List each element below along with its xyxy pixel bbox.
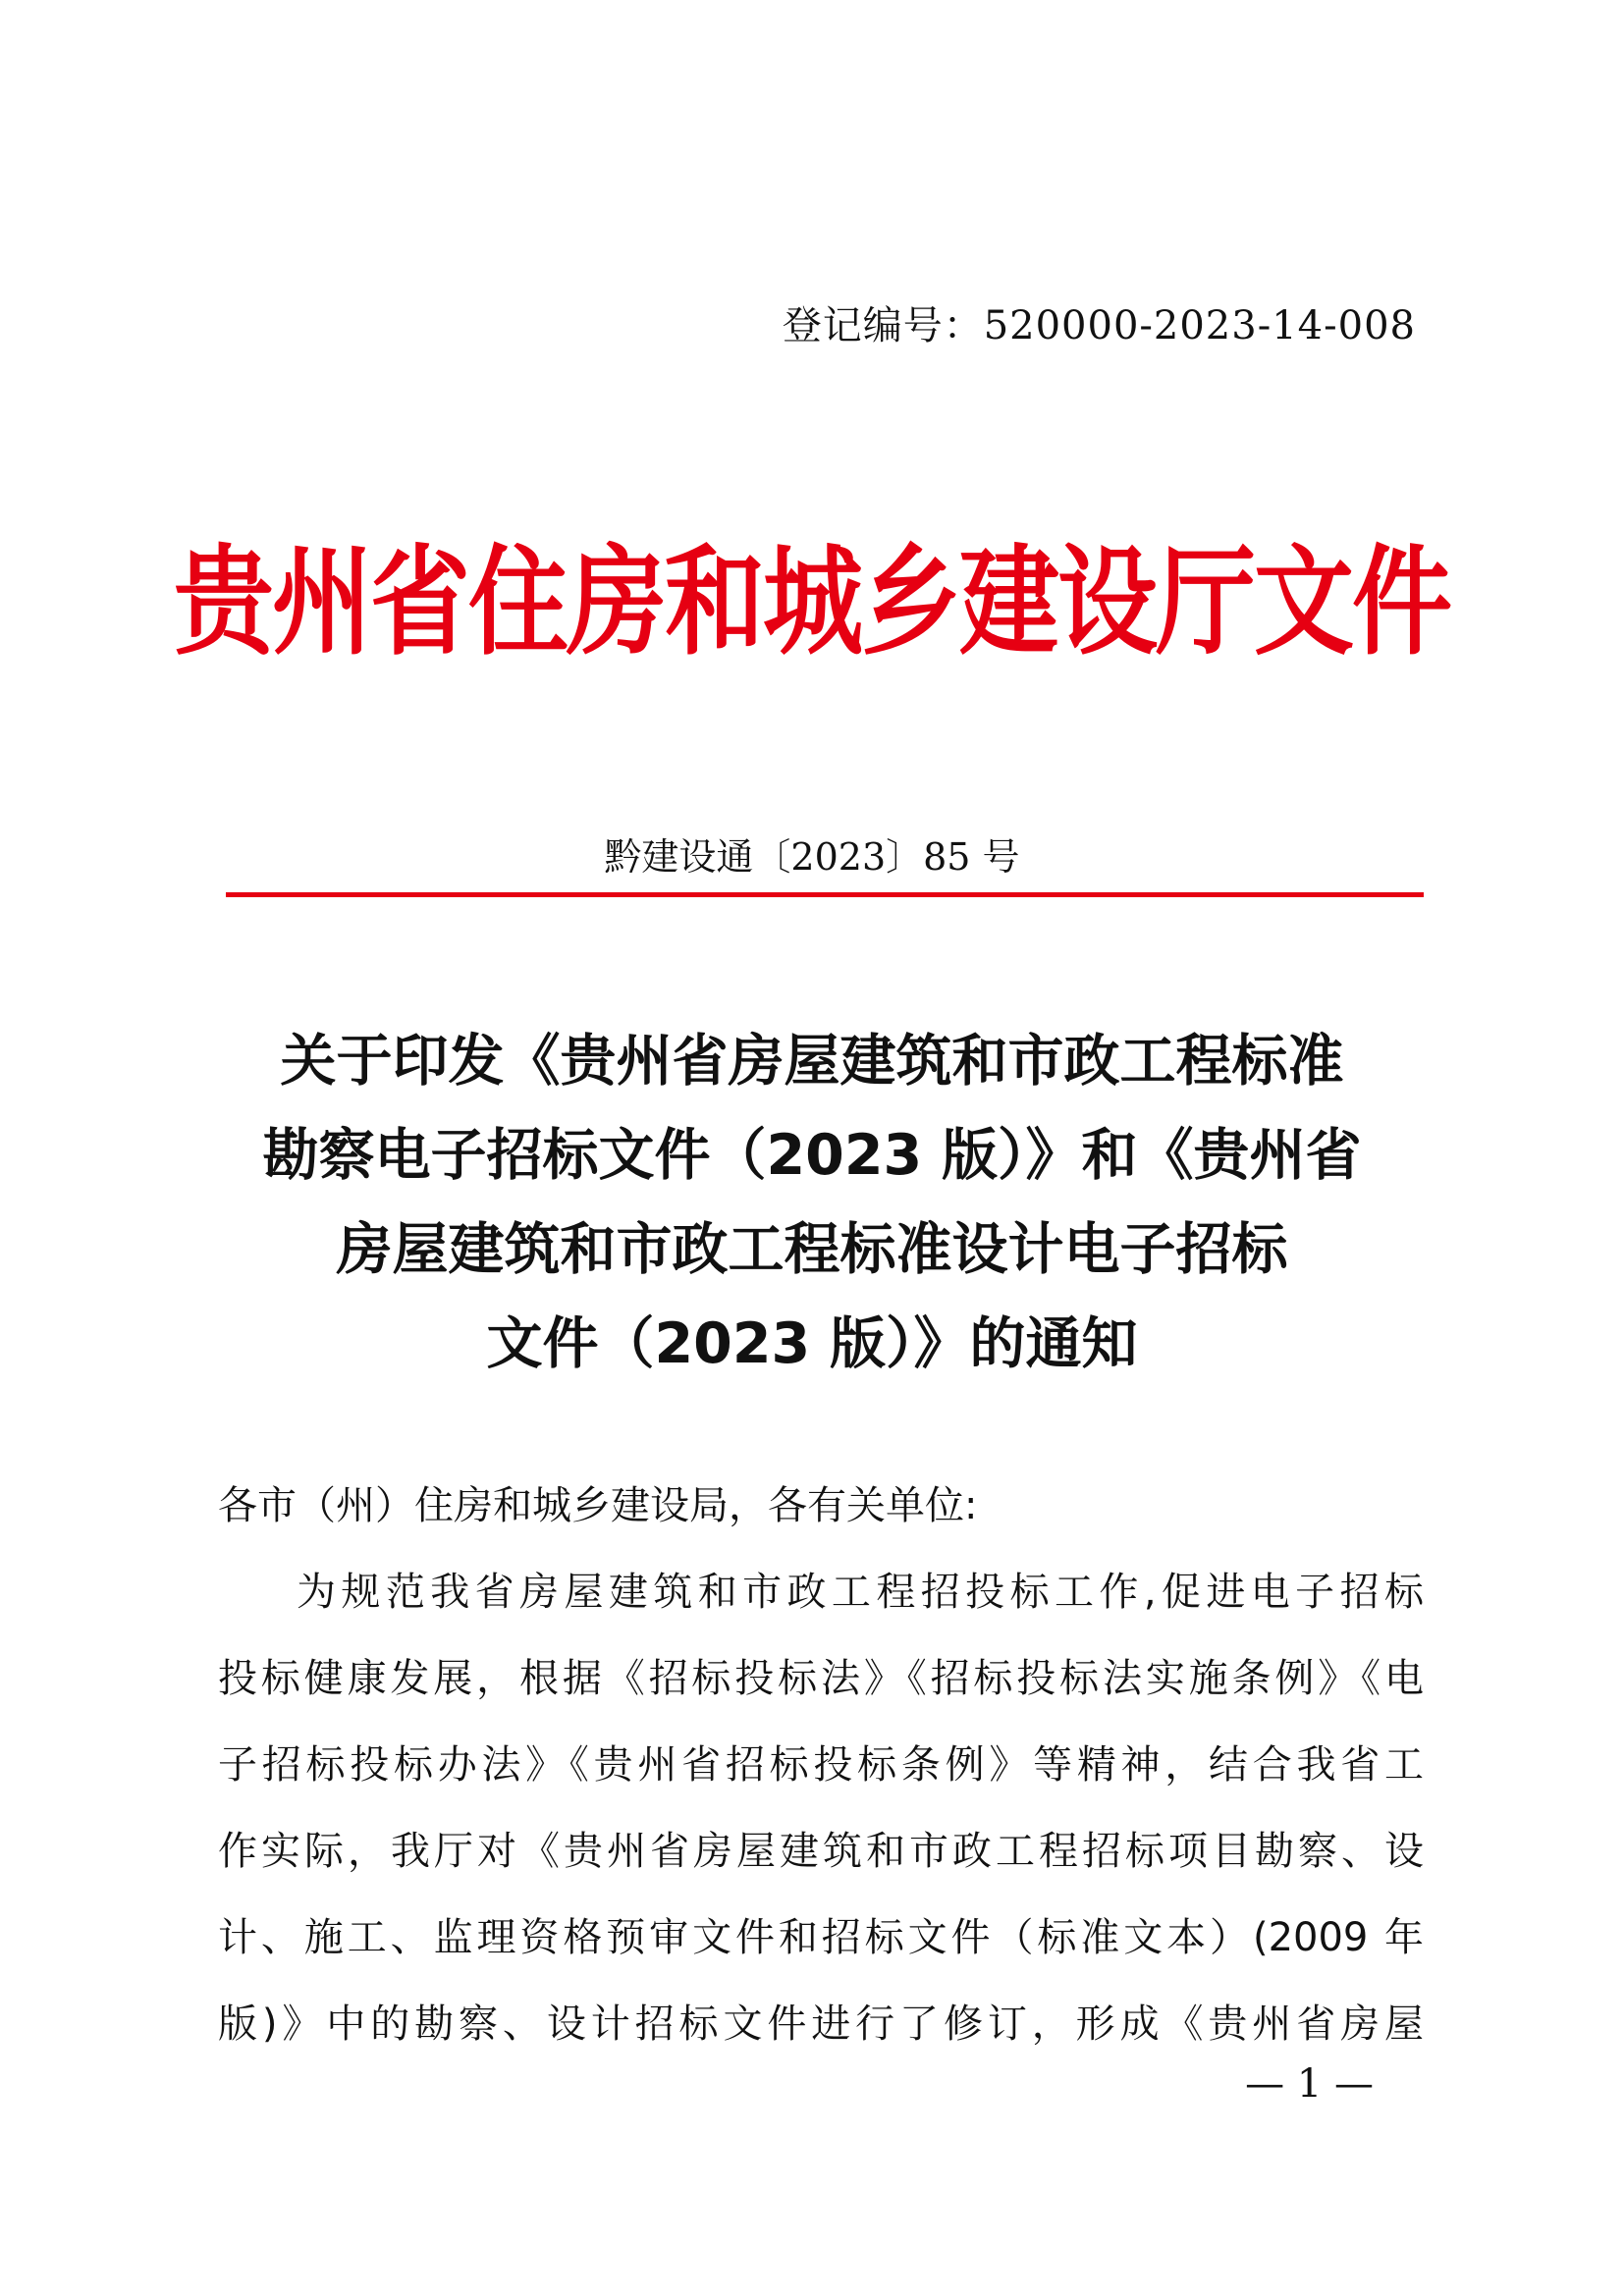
masthead-title: 贵州省住房和城乡建设厅文件 — [174, 533, 1450, 672]
title-line: 房屋建筑和市政工程标准设计电子招标 — [336, 1217, 1288, 1282]
body-line: 版)》中的勘察、设计招标文件进行了修订，形成《贵州省房屋 — [218, 2002, 1424, 2047]
addressee: 各市（州）住房和城乡建设局，各有关单位: — [218, 1483, 978, 1528]
title-line: 文件（2023 版）》的通知 — [486, 1311, 1138, 1376]
notice-title — [0, 1014, 1624, 1391]
title-line: 勘察电子招标文件（2023 版）》和《贵州省 — [262, 1123, 1362, 1188]
document-number: 黔建设通〔2023〕85 号 — [604, 835, 1020, 879]
body-line: 计、施工、监理资格预审文件和招标文件（标准文本）(2009 年 — [218, 1915, 1424, 1960]
registration-number: 登记编号：520000-2023-14-008 — [782, 303, 1416, 348]
red-separator-line — [226, 892, 1424, 897]
body-text — [218, 1463, 1424, 2067]
body-line: 作实际，我厅对《贵州省房屋建筑和市政工程招标项目勘察、设 — [218, 1829, 1424, 1874]
title-line: 关于印发《贵州省房屋建筑和市政工程标准 — [280, 1029, 1344, 1094]
body-line: 子招标投标办法》《贵州省招标投标条例》等精神，结合我省工 — [218, 1742, 1424, 1788]
body-line: 为规范我省房屋建筑和市政工程招投标工作,促进电子招标 — [297, 1570, 1424, 1615]
body-line: 投标健康发展，根据《招标投标法》《招标投标法实施条例》《电 — [218, 1656, 1424, 1701]
page-number: — 1 — — [1245, 2061, 1374, 2107]
